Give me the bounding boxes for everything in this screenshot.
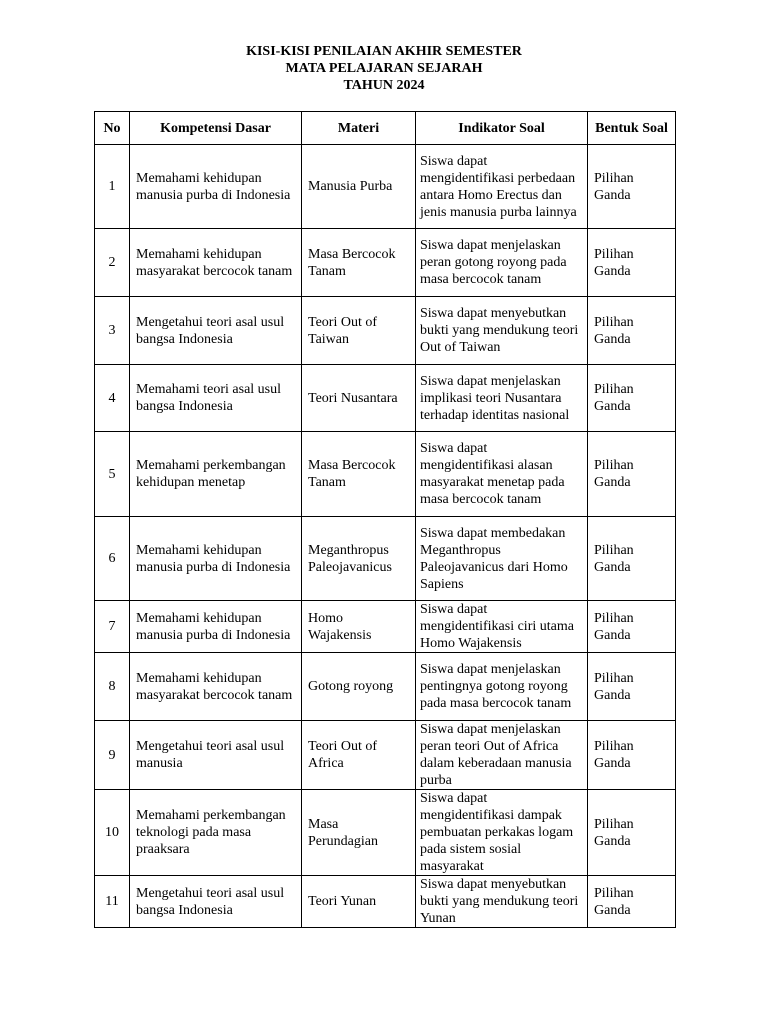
- cell-kompetensi: Memahami perkembangan kehidupan menetap: [130, 432, 302, 517]
- header-kompetensi-dasar: Kompetensi Dasar: [130, 112, 302, 145]
- cell-bentuk: Pilihan Ganda: [588, 721, 676, 790]
- cell-kompetensi: Mengetahui teori asal usul bangsa Indonesia: [130, 876, 302, 928]
- cell-bentuk: Pilihan Ganda: [588, 876, 676, 928]
- document-title: KISI-KISI PENILAIAN AKHIR SEMESTER: [246, 44, 522, 59]
- cell-materi: Meganthropus Paleojavanicus: [302, 517, 416, 601]
- table-row: [95, 365, 676, 432]
- table-row: [95, 653, 676, 721]
- table-row: [95, 876, 676, 928]
- cell-bentuk: Pilihan Ganda: [588, 601, 676, 653]
- cell-materi: Manusia Purba: [302, 145, 416, 229]
- document-year: TAHUN 2024: [343, 78, 425, 93]
- cell-materi: Teori Out of Africa: [302, 721, 416, 790]
- cell-materi: Masa Bercocok Tanam: [302, 432, 416, 517]
- table-row: [95, 145, 676, 229]
- cell-bentuk: Pilihan Ganda: [588, 653, 676, 721]
- table-row: [95, 790, 676, 876]
- cell-bentuk: Pilihan Ganda: [588, 229, 676, 297]
- cell-kompetensi: Mengetahui teori asal usul manusia: [130, 721, 302, 790]
- document-subject: MATA PELAJARAN SEJARAH: [285, 61, 483, 76]
- table-row: [95, 229, 676, 297]
- table-row: [95, 721, 676, 790]
- cell-kompetensi: Memahami kehidupan masyarakat bercocok tanam: [130, 229, 302, 297]
- header-bentuk-soal: Bentuk Soal: [588, 112, 676, 145]
- cell-materi: Teori Yunan: [302, 876, 416, 928]
- cell-kompetensi: Memahami perkembangan teknologi pada masa praaksara: [130, 790, 302, 876]
- cell-indikator: Siswa dapat menyebutkan bukti yang mendukung teori Out of Taiwan: [416, 297, 588, 365]
- table-row: [95, 432, 676, 517]
- cell-no: 2: [95, 229, 130, 297]
- cell-indikator: Siswa dapat menjelaskan peran teori Out of Africa dalam keberadaan manusia purba: [416, 721, 588, 790]
- cell-no: 1: [95, 145, 130, 229]
- cell-materi: Homo Wajakensis: [302, 601, 416, 653]
- cell-materi: Gotong royong: [302, 653, 416, 721]
- header-indikator-soal: Indikator Soal: [416, 112, 588, 145]
- cell-indikator: Siswa dapat mengidentifikasi perbedaan antara Homo Erectus dan jenis manusia purba lainnya: [416, 145, 588, 229]
- cell-no: 6: [95, 517, 130, 601]
- cell-bentuk: Pilihan Ganda: [588, 432, 676, 517]
- cell-kompetensi: Memahami kehidupan manusia purba di Indonesia: [130, 145, 302, 229]
- cell-bentuk: Pilihan Ganda: [588, 790, 676, 876]
- cell-indikator: Siswa dapat menjelaskan implikasi teori Nusantara terhadap identitas nasional: [416, 365, 588, 432]
- cell-bentuk: Pilihan Ganda: [588, 365, 676, 432]
- cell-bentuk: Pilihan Ganda: [588, 517, 676, 601]
- cell-materi: Masa Bercocok Tanam: [302, 229, 416, 297]
- cell-no: 10: [95, 790, 130, 876]
- cell-kompetensi: Memahami kehidupan masyarakat bercocok tanam: [130, 653, 302, 721]
- cell-kompetensi: Mengetahui teori asal usul bangsa Indonesia: [130, 297, 302, 365]
- cell-materi: Teori Nusantara: [302, 365, 416, 432]
- table-row: [95, 517, 676, 601]
- cell-indikator: Siswa dapat mengidentifikasi alasan masyarakat menetap pada masa bercocok tanam: [416, 432, 588, 517]
- cell-indikator: Siswa dapat menjelaskan pentingnya gotong royong pada masa bercocok tanam: [416, 653, 588, 721]
- cell-indikator: Siswa dapat membedakan Meganthropus Paleojavanicus dari Homo Sapiens: [416, 517, 588, 601]
- cell-no: 3: [95, 297, 130, 365]
- cell-bentuk: Pilihan Ganda: [588, 145, 676, 229]
- header-materi: Materi: [302, 112, 416, 145]
- document-header: [0, 43, 768, 94]
- cell-materi: Teori Out of Taiwan: [302, 297, 416, 365]
- cell-no: 4: [95, 365, 130, 432]
- table-header-row: [95, 112, 676, 145]
- cell-no: 7: [95, 601, 130, 653]
- cell-kompetensi: Memahami teori asal usul bangsa Indonesia: [130, 365, 302, 432]
- cell-no: 5: [95, 432, 130, 517]
- cell-kompetensi: Memahami kehidupan manusia purba di Indonesia: [130, 601, 302, 653]
- header-no: No: [95, 112, 130, 145]
- kisi-kisi-table: [94, 111, 676, 928]
- cell-materi: Masa Perundagian: [302, 790, 416, 876]
- cell-no: 9: [95, 721, 130, 790]
- cell-no: 11: [95, 876, 130, 928]
- cell-indikator: Siswa dapat menyebutkan bukti yang mendukung teori Yunan: [416, 876, 588, 928]
- cell-no: 8: [95, 653, 130, 721]
- cell-indikator: Siswa dapat mengidentifikasi dampak pembuatan perkakas logam pada sistem sosial masyarakat: [416, 790, 588, 876]
- cell-bentuk: Pilihan Ganda: [588, 297, 676, 365]
- cell-indikator: Siswa dapat mengidentifikasi ciri utama Homo Wajakensis: [416, 601, 588, 653]
- cell-indikator: Siswa dapat menjelaskan peran gotong royong pada masa bercocok tanam: [416, 229, 588, 297]
- table-row: [95, 601, 676, 653]
- cell-kompetensi: Memahami kehidupan manusia purba di Indonesia: [130, 517, 302, 601]
- table-row: [95, 297, 676, 365]
